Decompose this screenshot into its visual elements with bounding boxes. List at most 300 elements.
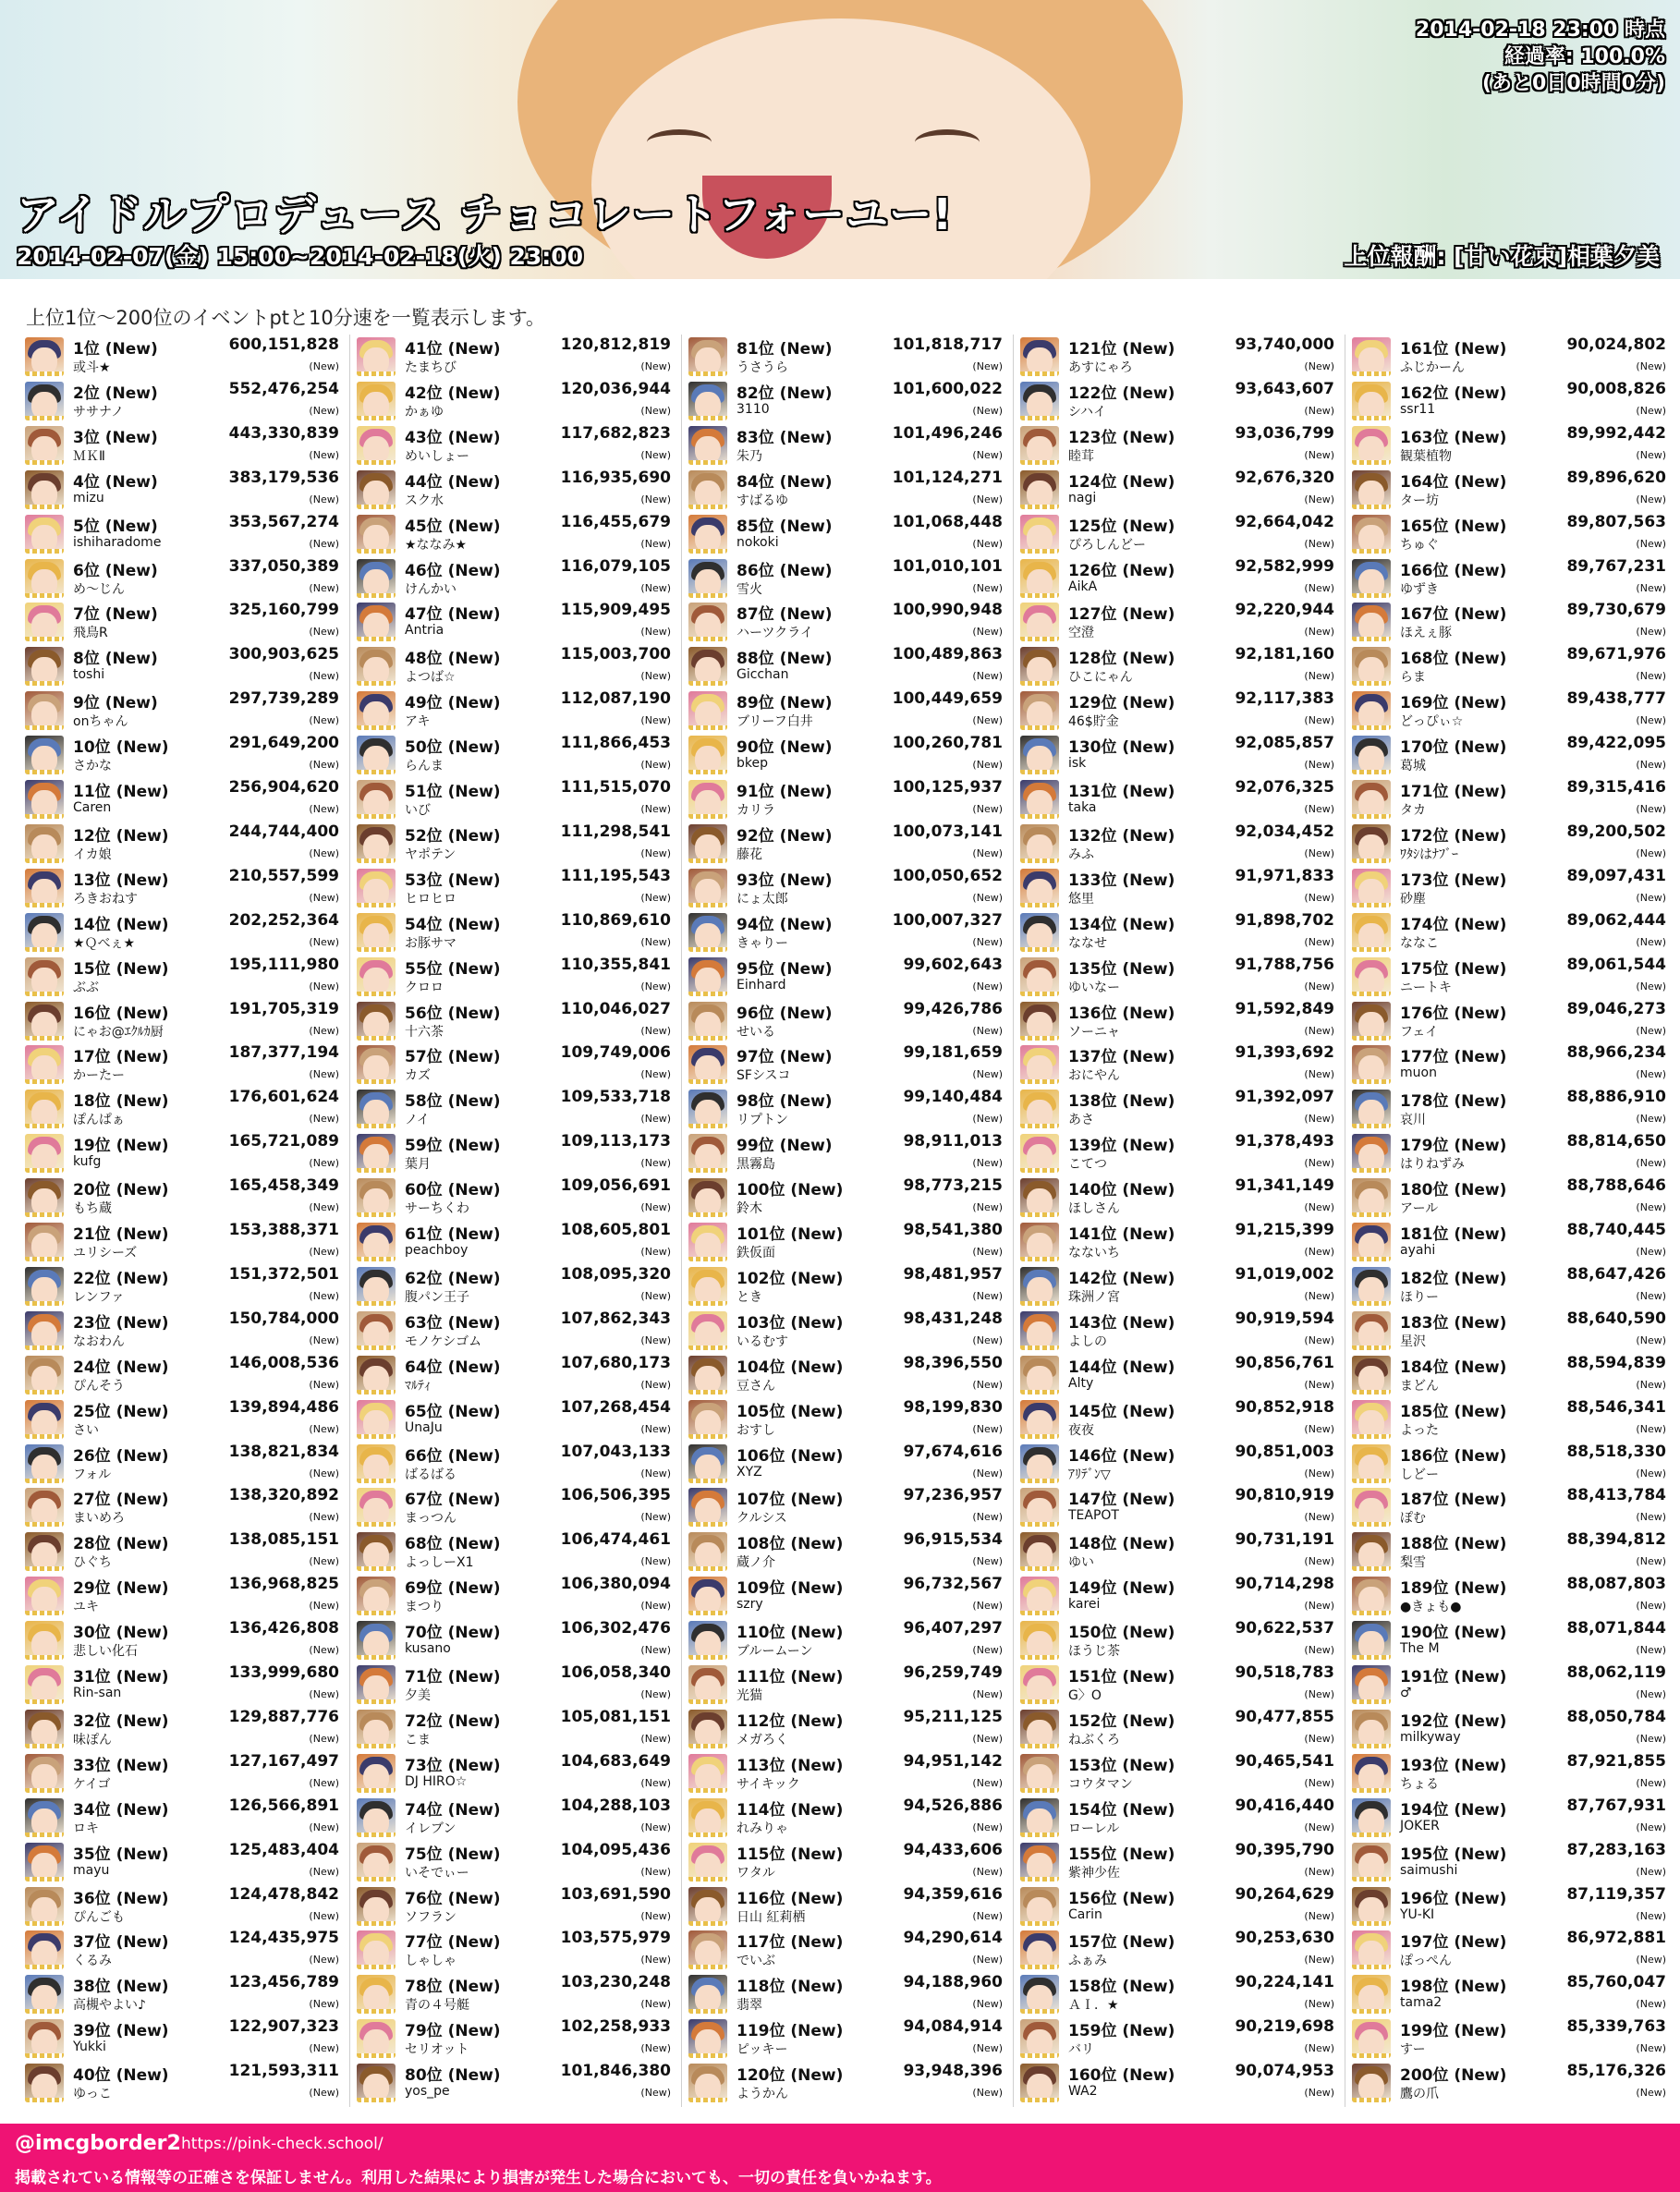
rank-label: 139位 (New) — [1068, 1137, 1175, 1156]
rank-label: 14位 (New) — [73, 915, 169, 934]
event-points: 98,431,248 — [903, 1309, 1003, 1328]
player-name: アキ — [405, 714, 431, 730]
ten-minute-speed: (New) — [1304, 935, 1334, 948]
player-name: ほうじ茶 — [1068, 1644, 1120, 1660]
ranking-row — [1018, 1796, 1342, 1840]
ranking-row — [23, 1353, 347, 1397]
rank-label: 94位 (New) — [737, 915, 833, 934]
player-name: いび — [405, 803, 431, 818]
ranking-row — [23, 1264, 347, 1309]
event-points: 86,972,881 — [1566, 1929, 1666, 1948]
event-points: 91,215,399 — [1235, 1221, 1334, 1239]
player-name: よった — [1400, 1422, 1439, 1438]
idol-avatar — [1352, 957, 1391, 996]
idol-avatar — [1352, 824, 1391, 863]
rank-label: 53位 (New) — [405, 871, 501, 890]
idol-avatar — [1020, 1134, 1059, 1173]
idol-avatar — [688, 1444, 727, 1483]
idol-avatar — [357, 382, 396, 420]
ten-minute-speed: (New) — [640, 404, 671, 417]
ranking-row — [1018, 600, 1342, 644]
rank-label: 85位 (New) — [737, 517, 833, 536]
ten-minute-speed: (New) — [309, 1157, 339, 1170]
ten-minute-speed: (New) — [309, 1024, 339, 1037]
ranking-row — [355, 1840, 678, 1884]
rank-label: 90位 (New) — [737, 738, 833, 758]
rank-label: 83位 (New) — [737, 428, 833, 447]
event-points: 89,730,679 — [1566, 601, 1666, 620]
ranking-row — [1018, 1618, 1342, 1662]
idol-avatar — [25, 1444, 64, 1483]
event-points: 92,582,999 — [1235, 556, 1334, 576]
player-name: アール — [1400, 1201, 1439, 1217]
event-points: 90,851,003 — [1235, 1442, 1334, 1461]
ten-minute-speed: (New) — [972, 1157, 1003, 1170]
idol-avatar — [357, 1975, 396, 2014]
ten-minute-speed: (New) — [640, 1688, 671, 1700]
rank-label: 162位 (New) — [1400, 384, 1507, 403]
rank-label: 19位 (New) — [73, 1137, 169, 1156]
ten-minute-speed: (New) — [972, 1113, 1003, 1126]
player-name: よしの — [1068, 1333, 1107, 1349]
ten-minute-speed: (New) — [972, 448, 1003, 461]
player-name: セリオット — [405, 2042, 469, 2058]
event-points: 94,084,914 — [903, 2017, 1003, 2037]
ten-minute-speed: (New) — [309, 1954, 339, 1967]
ten-minute-speed: (New) — [972, 2042, 1003, 2055]
ranking-row — [23, 379, 347, 423]
player-name: YU-KI — [1400, 1906, 1435, 1922]
ten-minute-speed: (New) — [640, 1378, 671, 1391]
ranking-row — [687, 1042, 1010, 1087]
event-points: 150,784,000 — [228, 1309, 339, 1328]
ten-minute-speed: (New) — [1304, 1821, 1334, 1833]
ranking-row — [1018, 1707, 1342, 1751]
idol-avatar — [1020, 1665, 1059, 1704]
ranking-row — [687, 1442, 1010, 1486]
event-points: 106,506,395 — [560, 1486, 671, 1505]
event-points: 111,515,070 — [560, 778, 671, 797]
idol-avatar — [357, 1356, 396, 1394]
player-name: ササナノ — [73, 404, 125, 420]
idol-avatar — [1020, 2064, 1059, 2102]
event-points: 91,788,756 — [1235, 955, 1334, 974]
ten-minute-speed: (New) — [640, 1113, 671, 1126]
player-name: kufg — [73, 1154, 102, 1170]
event-points: 89,315,416 — [1566, 778, 1666, 797]
ranking-row — [687, 910, 1010, 955]
rank-label: 51位 (New) — [405, 783, 501, 801]
ranking-row — [23, 2016, 347, 2061]
ranking-row — [1018, 822, 1342, 866]
player-name: ★Ｑべぇ★ — [73, 935, 136, 951]
ranking-row — [355, 822, 678, 866]
ranking-row — [355, 1574, 678, 1618]
ten-minute-speed: (New) — [972, 1201, 1003, 1214]
player-name: ﾏﾙﾃｨ — [405, 1378, 431, 1394]
ten-minute-speed: (New) — [309, 1821, 339, 1833]
ten-minute-speed: (New) — [309, 1378, 339, 1391]
idol-avatar — [1352, 691, 1391, 730]
idol-avatar — [1352, 337, 1391, 376]
ten-minute-speed: (New) — [1636, 1865, 1666, 1878]
ranking-row — [23, 644, 347, 688]
ten-minute-speed: (New) — [640, 1157, 671, 1170]
rank-label: 186位 (New) — [1400, 1446, 1507, 1466]
rank-label: 29位 (New) — [73, 1579, 169, 1599]
player-name: でいぶ — [737, 1954, 775, 1969]
rank-label: 170位 (New) — [1400, 738, 1507, 758]
ranking-row — [1350, 2016, 1674, 2061]
ranking-row — [355, 1751, 678, 1796]
event-points: 300,903,625 — [228, 645, 339, 664]
idol-avatar — [688, 2019, 727, 2058]
rank-label: 165位 (New) — [1400, 517, 1507, 536]
event-points: 353,567,274 — [228, 512, 339, 531]
ten-minute-speed: (New) — [972, 1998, 1003, 2011]
rank-label: 47位 (New) — [405, 605, 501, 625]
ten-minute-speed: (New) — [1304, 759, 1334, 772]
event-points: 98,541,380 — [903, 1221, 1003, 1239]
rank-label: 124位 (New) — [1068, 472, 1175, 492]
ten-minute-speed: (New) — [640, 2042, 671, 2055]
rank-label: 7位 (New) — [73, 605, 158, 625]
ranking-row — [1018, 1264, 1342, 1309]
ranking-row — [355, 1485, 678, 1529]
twitter-handle-link[interactable]: @imcgborder2 — [15, 2132, 181, 2155]
ranking-row — [23, 512, 347, 556]
player-name: め～じん — [73, 581, 125, 597]
event-points: 90,622,537 — [1235, 1619, 1334, 1638]
ten-minute-speed: (New) — [309, 846, 339, 859]
idol-avatar — [25, 1178, 64, 1217]
event-points: 92,676,320 — [1235, 468, 1334, 487]
ten-minute-speed: (New) — [640, 1246, 671, 1258]
rank-label: 11位 (New) — [73, 783, 169, 801]
ranking-row — [687, 999, 1010, 1043]
event-points: 87,767,931 — [1566, 1796, 1666, 1815]
event-points: 93,036,799 — [1235, 423, 1334, 443]
ranking-row — [23, 1618, 347, 1662]
rank-label: 65位 (New) — [405, 1402, 501, 1421]
idol-avatar — [688, 1975, 727, 2014]
rank-label: 148位 (New) — [1068, 1535, 1175, 1554]
rank-label: 62位 (New) — [405, 1269, 501, 1288]
rank-label: 134位 (New) — [1068, 915, 1175, 934]
ten-minute-speed: (New) — [1304, 1113, 1334, 1126]
idol-avatar — [357, 2019, 396, 2058]
ranking-row — [687, 1529, 1010, 1574]
event-points: 92,034,452 — [1235, 822, 1334, 841]
event-points: 94,290,614 — [903, 1929, 1003, 1948]
ranking-row — [23, 955, 347, 999]
rank-label: 21位 (New) — [73, 1225, 169, 1244]
idol-avatar — [1352, 1621, 1391, 1660]
ranking-row — [23, 1042, 347, 1087]
ranking-row — [355, 1618, 678, 1662]
ranking-row — [1018, 1485, 1342, 1529]
ten-minute-speed: (New) — [1304, 1688, 1334, 1700]
ranking-row — [1350, 733, 1674, 777]
ten-minute-speed: (New) — [640, 846, 671, 859]
rank-label: 63位 (New) — [405, 1313, 501, 1333]
ten-minute-speed: (New) — [1304, 1378, 1334, 1391]
ranking-row — [1350, 468, 1674, 512]
idol-avatar — [688, 691, 727, 730]
ranking-row — [1350, 423, 1674, 468]
event-points: 121,593,311 — [228, 2062, 339, 2081]
ten-minute-speed: (New) — [309, 1511, 339, 1524]
ranking-row — [23, 1309, 347, 1353]
player-name: にゃお@ｴｸﾙｶ厨 — [73, 1024, 164, 1040]
ten-minute-speed: (New) — [309, 714, 339, 727]
event-points: 91,378,493 — [1235, 1132, 1334, 1151]
ranking-row — [1018, 556, 1342, 601]
ranking-row — [687, 2061, 1010, 2105]
ten-minute-speed: (New) — [972, 1954, 1003, 1967]
ranking-row — [355, 600, 678, 644]
ranking-row — [1350, 335, 1674, 379]
event-points: 110,869,610 — [560, 910, 671, 930]
player-name: まっつん — [405, 1511, 457, 1527]
rank-label: 54位 (New) — [405, 915, 501, 934]
player-name: ぶぶ — [73, 980, 99, 995]
site-url-link[interactable]: https://pink-check.school/ — [181, 2135, 383, 2153]
ten-minute-speed: (New) — [640, 759, 671, 772]
player-name: Alty — [1068, 1375, 1094, 1391]
ranking-row — [23, 822, 347, 866]
ranking-row — [23, 1707, 347, 1751]
idol-avatar — [688, 1488, 727, 1527]
ten-minute-speed: (New) — [1636, 1289, 1666, 1302]
rank-label: 78位 (New) — [405, 1978, 501, 1997]
rank-label: 184位 (New) — [1400, 1358, 1507, 1377]
ranking-row — [687, 1972, 1010, 2016]
rank-label: 95位 (New) — [737, 959, 833, 979]
ranking-row — [1018, 1397, 1342, 1442]
player-name: toshi — [73, 667, 105, 683]
player-name: なおわん — [73, 1333, 125, 1349]
event-points: 90,810,919 — [1235, 1486, 1334, 1505]
player-name: 青の４号艇 — [405, 1998, 469, 2014]
event-points: 600,151,828 — [228, 335, 339, 354]
ten-minute-speed: (New) — [640, 803, 671, 815]
ten-minute-speed: (New) — [1304, 803, 1334, 815]
player-name: ソフラン — [405, 1909, 457, 1925]
event-points: 337,050,389 — [228, 556, 339, 576]
rank-label: 152位 (New) — [1068, 1711, 1175, 1731]
rank-label: 132位 (New) — [1068, 826, 1175, 846]
ranking-row — [1350, 1618, 1674, 1662]
ranking-row — [355, 1796, 678, 1840]
ranking-row — [1018, 1131, 1342, 1175]
event-points: 106,058,340 — [560, 1663, 671, 1682]
player-name: ケイゴ — [73, 1776, 111, 1792]
ten-minute-speed: (New) — [309, 1688, 339, 1700]
player-name: ユキ — [73, 1600, 99, 1615]
rank-label: 151位 (New) — [1068, 1668, 1175, 1687]
ranking-row — [687, 1707, 1010, 1751]
ten-minute-speed: (New) — [972, 1776, 1003, 1789]
event-points: 109,113,173 — [560, 1132, 671, 1151]
ranking-row — [355, 1884, 678, 1929]
rank-label: 77位 (New) — [405, 1933, 501, 1953]
rank-label: 42位 (New) — [405, 384, 501, 403]
ten-minute-speed: (New) — [309, 803, 339, 815]
ranking-row — [1350, 644, 1674, 688]
event-points: 101,068,448 — [892, 512, 1003, 531]
event-points: 88,788,646 — [1566, 1176, 1666, 1196]
rank-label: 89位 (New) — [737, 694, 833, 713]
player-name: ゆい — [1068, 1555, 1094, 1571]
rank-label: 199位 (New) — [1400, 2022, 1507, 2041]
ten-minute-speed: (New) — [640, 537, 671, 550]
idol-avatar — [357, 1577, 396, 1615]
idol-avatar — [25, 1356, 64, 1394]
rank-label: 142位 (New) — [1068, 1269, 1175, 1288]
idol-avatar — [1020, 1267, 1059, 1306]
player-name: かーたー — [73, 1068, 125, 1084]
event-points: 91,898,702 — [1235, 910, 1334, 930]
ten-minute-speed: (New) — [972, 1732, 1003, 1745]
ten-minute-speed: (New) — [309, 360, 339, 372]
idol-avatar — [357, 2064, 396, 2102]
rank-label: 22位 (New) — [73, 1269, 169, 1288]
rank-label: 79位 (New) — [405, 2022, 501, 2041]
rank-label: 92位 (New) — [737, 826, 833, 846]
ten-minute-speed: (New) — [309, 1600, 339, 1613]
rank-label: 35位 (New) — [73, 1845, 169, 1864]
rank-label: 72位 (New) — [405, 1711, 501, 1731]
idol-avatar — [357, 1930, 396, 1969]
event-points: 90,253,630 — [1235, 1929, 1334, 1948]
player-name: ゆずき — [1400, 581, 1439, 597]
ten-minute-speed: (New) — [1636, 360, 1666, 372]
idol-avatar — [1352, 515, 1391, 554]
event-points: 101,496,246 — [892, 423, 1003, 443]
rank-label: 198位 (New) — [1400, 1978, 1507, 1997]
player-name: ayahi — [1400, 1243, 1436, 1258]
ranking-row — [1350, 822, 1674, 866]
ranking-row — [23, 1087, 347, 1131]
ten-minute-speed: (New) — [972, 1909, 1003, 1922]
player-name: G〉O — [1068, 1688, 1102, 1703]
player-name: TEAPOT — [1068, 1508, 1119, 1524]
event-points: 90,852,918 — [1235, 1397, 1334, 1417]
idol-avatar — [1352, 1267, 1391, 1306]
rank-label: 59位 (New) — [405, 1137, 501, 1156]
ranking-row — [687, 512, 1010, 556]
event-points: 98,199,830 — [903, 1397, 1003, 1417]
idol-avatar — [1020, 736, 1059, 774]
player-name: DJ HIRO☆ — [405, 1773, 468, 1789]
player-name: UnaJu — [405, 1419, 443, 1435]
ranking-row — [355, 1131, 678, 1175]
player-name: ssr11 — [1400, 401, 1436, 417]
ten-minute-speed: (New) — [640, 448, 671, 461]
player-name: ちょる — [1400, 1776, 1439, 1792]
idol-avatar — [25, 1798, 64, 1837]
column-divider — [349, 335, 350, 2107]
player-name: クルシス — [737, 1511, 787, 1527]
ranking-row — [23, 1574, 347, 1618]
player-name: 夕美 — [405, 1688, 431, 1703]
player-name: The M — [1400, 1641, 1440, 1657]
idol-avatar — [1352, 2064, 1391, 2102]
event-points: 91,341,149 — [1235, 1176, 1334, 1196]
ranking-row — [1350, 1574, 1674, 1618]
event-points: 88,394,812 — [1566, 1530, 1666, 1550]
event-points: 108,095,320 — [560, 1264, 671, 1284]
event-points: 88,886,910 — [1566, 1088, 1666, 1107]
player-name: bkep — [737, 756, 768, 772]
player-name: フェイ — [1400, 1024, 1439, 1040]
event-points: 90,008,826 — [1566, 379, 1666, 398]
ranking-row — [1018, 644, 1342, 688]
event-points: 88,814,650 — [1566, 1132, 1666, 1151]
rank-label: 50位 (New) — [405, 738, 501, 758]
player-name: ななせ — [1068, 935, 1107, 951]
idol-avatar — [688, 1356, 727, 1394]
idol-avatar — [688, 1223, 727, 1261]
idol-avatar — [688, 1311, 727, 1350]
rank-label: 76位 (New) — [405, 1889, 501, 1908]
idol-avatar — [1352, 869, 1391, 907]
rank-label: 39位 (New) — [73, 2022, 169, 2041]
ten-minute-speed: (New) — [640, 1821, 671, 1833]
rank-label: 173位 (New) — [1400, 871, 1507, 890]
ranking-row — [23, 733, 347, 777]
player-name: ヤポテン — [405, 846, 457, 862]
player-name: ユリシーズ — [73, 1246, 138, 1260]
ten-minute-speed: (New) — [309, 1776, 339, 1789]
ten-minute-speed: (New) — [640, 1422, 671, 1435]
rank-label: 155位 (New) — [1068, 1845, 1175, 1864]
event-points: 107,680,173 — [560, 1353, 671, 1372]
event-points: 133,999,680 — [228, 1663, 339, 1682]
idol-avatar — [25, 603, 64, 641]
ranking-row — [23, 688, 347, 733]
player-name: 鈴木 — [737, 1201, 762, 1217]
player-name: muon — [1400, 1066, 1437, 1081]
idol-avatar — [1352, 1710, 1391, 1748]
ten-minute-speed: (New) — [1304, 1644, 1334, 1657]
rank-label: 43位 (New) — [405, 428, 501, 447]
event-points: 111,866,453 — [560, 734, 671, 753]
rank-label: 41位 (New) — [405, 340, 501, 359]
event-points: 123,456,789 — [228, 1973, 339, 1992]
event-points: 89,438,777 — [1566, 689, 1666, 709]
rank-label: 9位 (New) — [73, 694, 158, 713]
ranking-row — [687, 1796, 1010, 1840]
idol-avatar — [25, 1665, 64, 1704]
idol-avatar — [688, 559, 727, 598]
player-name: 睦茸 — [1068, 448, 1094, 464]
player-name: ブルームーン — [737, 1644, 813, 1660]
rank-label: 188位 (New) — [1400, 1535, 1507, 1554]
rank-label: 197位 (New) — [1400, 1933, 1507, 1953]
idol-avatar — [25, 1621, 64, 1660]
ranking-row — [355, 733, 678, 777]
idol-avatar — [1352, 1356, 1391, 1394]
event-points: 98,481,957 — [903, 1264, 1003, 1284]
idol-avatar — [357, 1887, 396, 1926]
event-points: 103,230,248 — [560, 1973, 671, 1992]
rank-label: 4位 (New) — [73, 472, 158, 492]
ten-minute-speed: (New) — [972, 537, 1003, 550]
banner-eye-left — [647, 129, 712, 155]
player-name: 鷹の爪 — [1400, 2087, 1439, 2102]
